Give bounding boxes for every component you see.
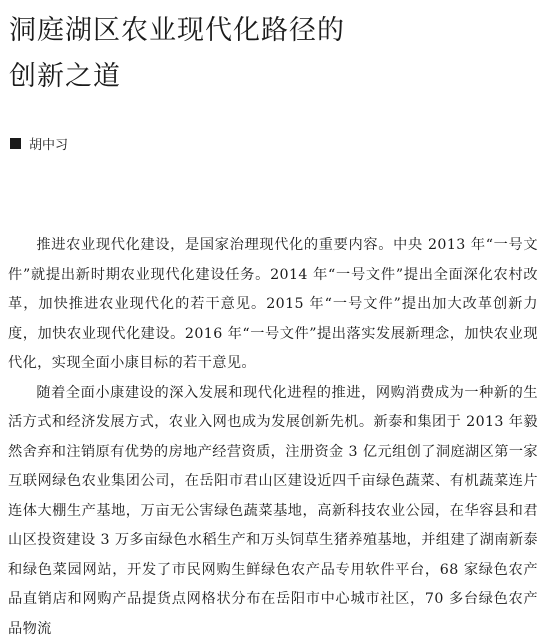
author-byline	[10, 134, 68, 152]
article-title	[9, 8, 529, 100]
article-body	[8, 231, 538, 644]
paragraph-1: 推进农业现代化建设，是国家治理现代化的重要内容。中央 2013 年“一号文件”就提出新时期农业现代化建设任务。2014 年“一号文件”提出全面深化农村改革，加快推进农业现代化的若干意见。2015 年“一号文件”提出加大改革创新力度，加快农业现代化建设。2016 年“一号文件”提出落实发展新理念，加快农业现代化，实现全面小康目标的若干意见。	[8, 237, 538, 371]
black-square-icon	[10, 138, 21, 149]
article-title-line-1: 洞庭湖区农业现代化路径的	[9, 15, 345, 46]
paragraph-2: 随着全面小康建设的深入发展和现代化进程的推进，网购消费成为一种新的生活方式和经济发展方式，农业入网也成为发展创新先机。新泰和集团于 2013 年毅然舍弃和注销原有优势的房地产经营资质，注册资金 3 亿元组创了洞庭湖区第一家互联网绿色农业集团公司，在岳阳市君山区建设近四千亩绿色蔬菜、有机蔬菜连片连体大棚生产基地，万亩无公害绿色蔬菜基地，高新科技农业公园，在华容县和君山区投资建设 3 万多亩绿色水稻生产和万头饲草生猪养殖基地，并组建了湖南新泰和绿色菜园网站，开发了市民网购生鲜绿色农产品专用软件平台，68 家绿色农产品直销店和网购产品提货点网格状分布在岳阳市中心城市社区，70 多台绿色农产品物流	[8, 384, 538, 637]
article-title-line-2: 创新之道	[9, 61, 121, 92]
author-name: 胡中习	[29, 137, 69, 153]
